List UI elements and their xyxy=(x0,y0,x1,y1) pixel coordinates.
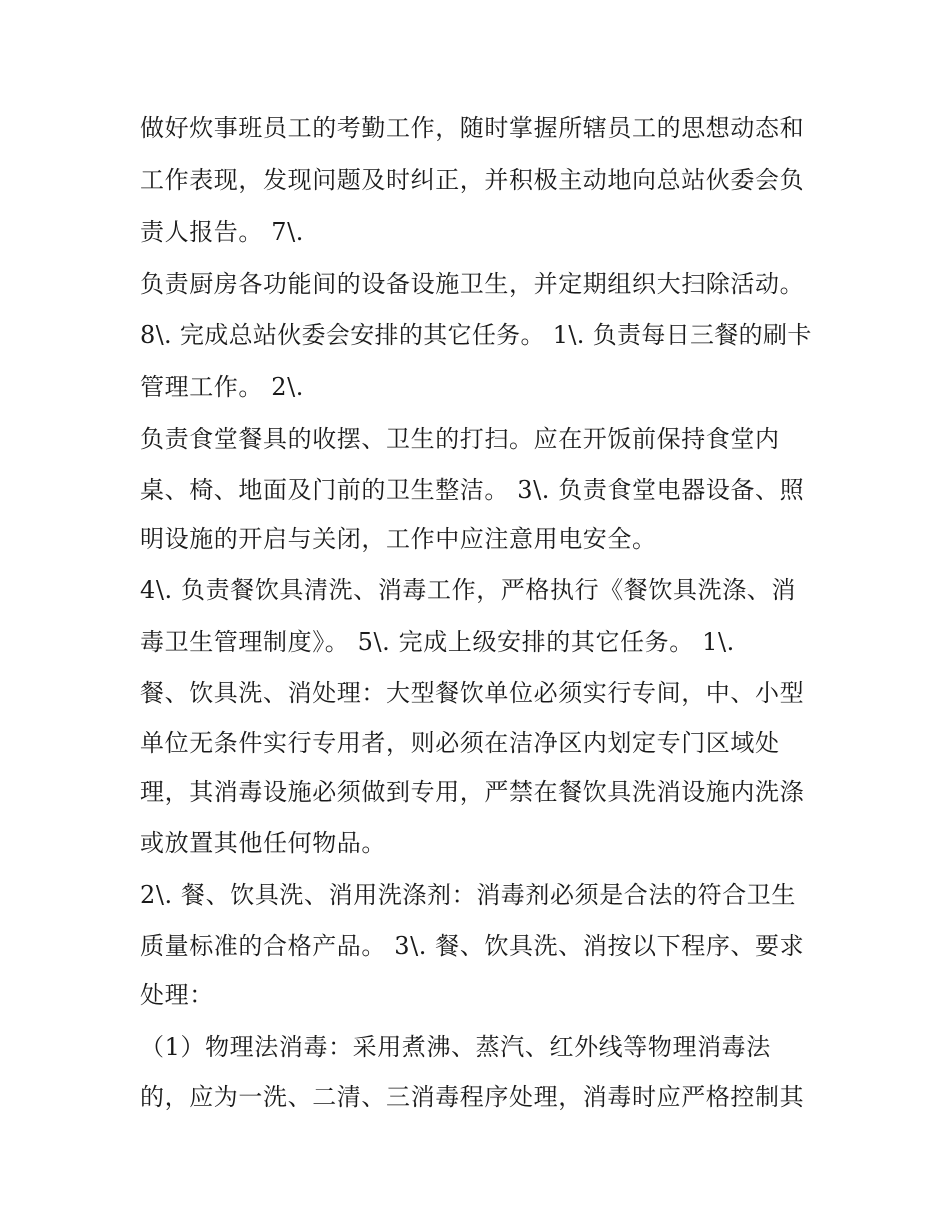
text-line: 管理工作。 2\. xyxy=(140,373,305,401)
text-line: 责人报告。 7\. xyxy=(140,218,305,246)
text-line: 单位无条件实行专用者，则必须在洁净区内划定专门区域处 xyxy=(140,729,780,757)
text-line: 处理： xyxy=(140,981,214,1009)
text-line: 餐、饮具洗、消处理：大型餐饮单位必须实行专间，中、小型 xyxy=(140,679,805,707)
text-line: 质量标准的合格产品。 3\. 餐、饮具洗、消按以下程序、要求 xyxy=(140,932,805,960)
text-line: 负责食堂餐具的收摆、卫生的打扫。应在开饭前保持食堂内 xyxy=(140,425,780,453)
text-line: 明设施的开启与关闭，工作中应注意用电安全。 xyxy=(140,525,657,553)
text-line: 8\. 完成总站伙委会安排的其它任务。 1\. 负责每日三餐的刷卡 xyxy=(140,321,812,349)
text-line: 理，其消毒设施必须做到专用，严禁在餐饮具洗消设施内洗涤 xyxy=(140,778,805,806)
text-line: 毒卫生管理制度》。 5\. 完成上级安排的其它任务。 1\. xyxy=(140,628,735,656)
text-line: 4\. 负责餐饮具清洗、消毒工作，严格执行《餐饮具洗涤、消 xyxy=(140,576,797,604)
text-line: 工作表现，发现问题及时纠正，并积极主动地向总站伙委会负 xyxy=(140,166,805,194)
text-line: 做好炊事班员工的考勤工作，随时掌握所辖员工的思想动态和 xyxy=(140,114,805,142)
text-line: （1）物理法消毒：采用煮沸、蒸汽、红外线等物理消毒法 xyxy=(140,1033,771,1061)
text-line: 或放置其他任何物品。 xyxy=(140,829,386,857)
text-line: 负责厨房各功能间的设备设施卫生，并定期组织大扫除活动。 xyxy=(140,270,805,298)
text-line: 2\. 餐、饮具洗、消用洗涤剂：消毒剂必须是合法的符合卫生 xyxy=(140,881,797,909)
text-line: 的，应为一洗、二清、三消毒程序处理，消毒时应严格控制其 xyxy=(140,1083,805,1111)
text-line: 桌、椅、地面及门前的卫生整洁。 3\. 负责食堂电器设备、照 xyxy=(140,476,805,504)
